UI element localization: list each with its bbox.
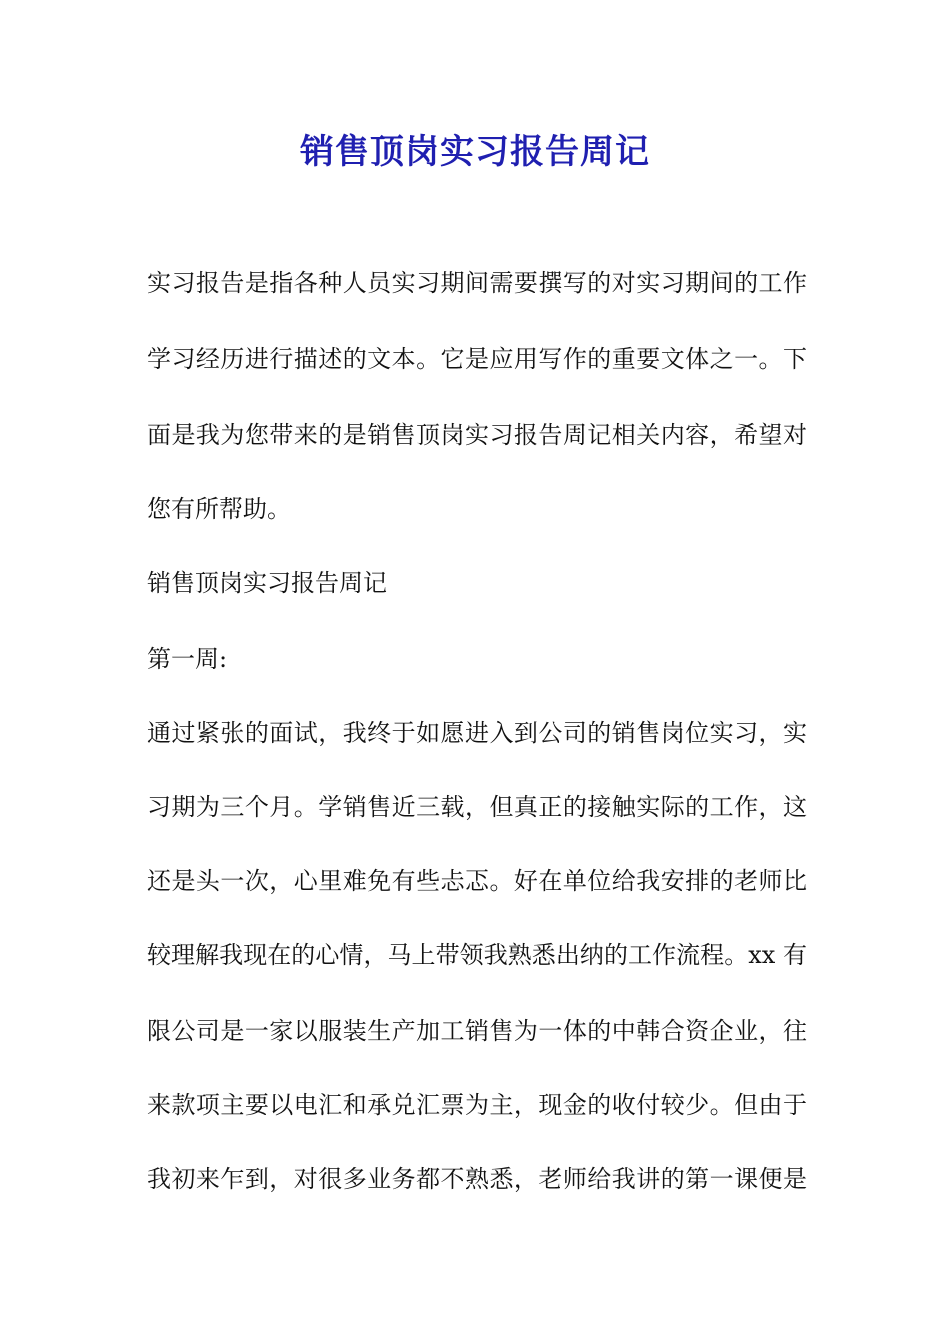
document-title: 销售顶岗实习报告周记 (300, 132, 650, 172)
paragraph-line: 习期为三个月。学销售近三载，但真正的接触实际的工作，这 (147, 793, 807, 821)
paragraph-line: 学习经历进行描述的文本。它是应用写作的重要文体之一。下 (147, 345, 807, 373)
paragraph-line: 还是头一次，心里难免有些忐忑。好在单位给我安排的老师比 (147, 867, 807, 895)
section-heading: 销售顶岗实习报告周记 (147, 569, 387, 597)
week-heading: 第一周: (147, 645, 228, 673)
paragraph-line: 较理解我现在的心情，马上带领我熟悉出纳的工作流程。xx 有 (147, 941, 807, 969)
paragraph-line: 您有所帮助。 (147, 495, 291, 523)
paragraph-line: 来款项主要以电汇和承兑汇票为主，现金的收付较少。但由于 (147, 1091, 807, 1119)
paragraph-line: 限公司是一家以服装生产加工销售为一体的中韩合资企业，往 (147, 1017, 807, 1045)
paragraph-line: 实习报告是指各种人员实习期间需要撰写的对实习期间的工作 (147, 269, 807, 297)
paragraph-line: 通过紧张的面试，我终于如愿进入到公司的销售岗位实习，实 (147, 719, 807, 747)
paragraph-line: 面是我为您带来的是销售顶岗实习报告周记相关内容，希望对 (147, 421, 807, 449)
paragraph-line: 我初来乍到，对很多业务都不熟悉，老师给我讲的第一课便是 (147, 1165, 807, 1193)
